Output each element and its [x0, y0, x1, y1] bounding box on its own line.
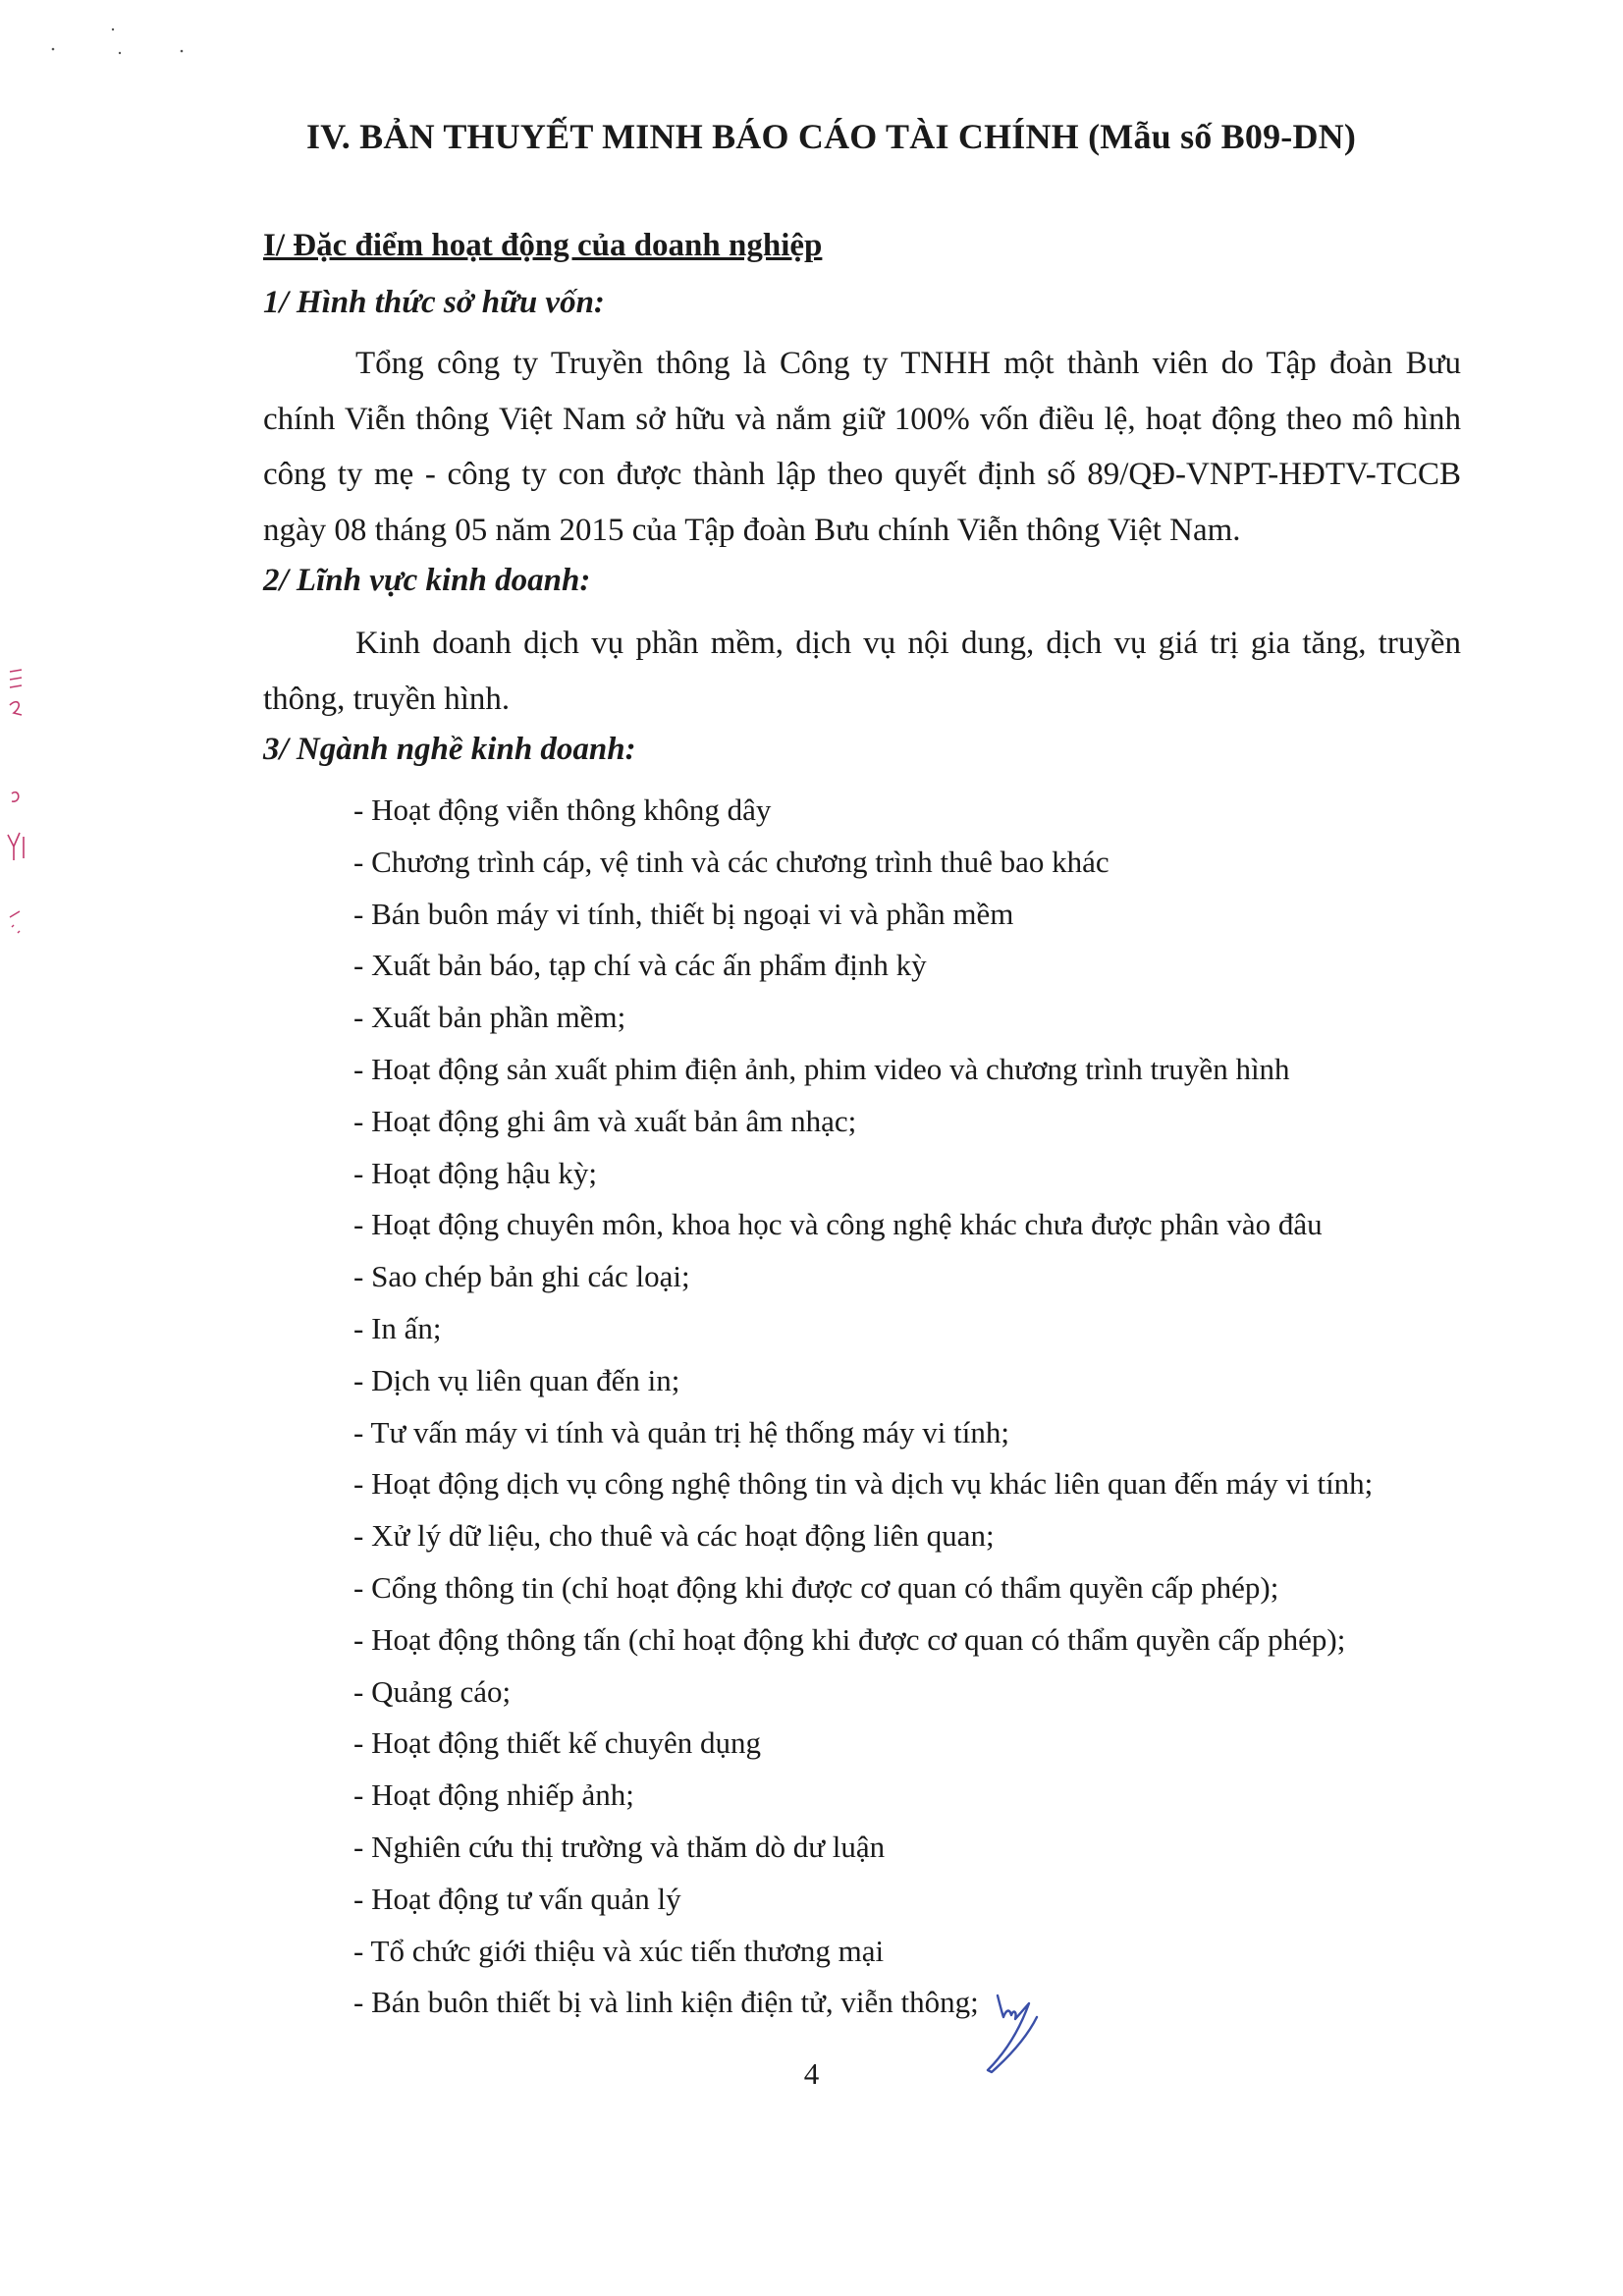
- document-title: IV. BẢN THUYẾT MINH BÁO CÁO TÀI CHÍNH (Mẫu số B09-DN): [306, 117, 1357, 156]
- list-item: - Xuất bản báo, tạp chí và các ấn phẩm định kỳ: [353, 948, 927, 983]
- list-item: - Hoạt động hậu kỳ;: [353, 1155, 597, 1190]
- list-item: - Hoạt động tư vấn quản lý: [353, 1881, 681, 1916]
- page-number: 4: [803, 2056, 820, 2091]
- list-item: - Xuất bản phần mềm;: [353, 1000, 626, 1035]
- subsection-heading-business-lines: 3/ Ngành nghề kinh doanh:: [263, 732, 636, 767]
- list-item: - Hoạt động dịch vụ công nghệ thông tin và dịch vụ khác liên quan đến máy vi tính;: [353, 1466, 1374, 1502]
- subsection-text-ownership: Tổng công ty Truyền thông là Công ty TNHH một thành viên do Tập đoàn Bưu chính Viễn thông Việt Nam sở hữu và nắm giữ 100% vốn điều lệ, hoạt động theo mô hình công ty mẹ - công ty con được thành lập theo quyết định số 89/QĐ-VNPT-HĐTV-TCCB ngày 08 tháng 05 năm 2015 của Tập đoàn Bưu chính Viễn thông Việt Nam.: [263, 346, 1461, 548]
- list-item: - Chương trình cáp, vệ tinh và các chương trình thuê bao khác: [353, 844, 1109, 879]
- list-item: - Hoạt động nhiếp ảnh;: [353, 1777, 634, 1813]
- subsection-heading-business-field: 2/ Lĩnh vực kinh doanh:: [263, 563, 591, 598]
- list-item: - Hoạt động sản xuất phim điện ảnh, phim video và chương trình truyền hình: [353, 1051, 1290, 1086]
- list-item: - Sao chép bản ghi các loại;: [353, 1259, 690, 1294]
- list-item: - Quảng cáo;: [353, 1673, 512, 1709]
- list-item: - Bán buôn máy vi tính, thiết bị ngoại vi và phần mềm: [353, 896, 1014, 931]
- list-item: - Tư vấn máy vi tính và quản trị hệ thống máy vi tính;: [353, 1414, 1009, 1449]
- list-item: - Tổ chức giới thiệu và xúc tiến thương mại: [353, 1933, 885, 1968]
- list-item: - In ấn;: [353, 1310, 442, 1345]
- list-item: - Nghiên cứu thị trường và thăm dò dư luận: [353, 1829, 886, 1864]
- list-item: - Bán buôn thiết bị và linh kiện điện tử, viễn thông;: [353, 1985, 979, 2020]
- list-item: - Hoạt động thông tấn (chỉ hoạt động khi được cơ quan có thẩm quyền cấp phép);: [353, 1621, 1346, 1657]
- list-item: - Hoạt động chuyên môn, khoa học và công nghệ khác chưa được phân vào đâu: [353, 1207, 1323, 1242]
- section-heading: I/ Đặc điểm hoạt động của doanh nghiệp: [263, 228, 823, 263]
- list-item: - Hoạt động ghi âm và xuất bản âm nhạc;: [353, 1103, 857, 1138]
- business-lines-list: [353, 785, 1373, 2029]
- subsection-text-business-field: Kinh doanh dịch vụ phần mềm, dịch vụ nội dung, dịch vụ giá trị gia tăng, truyền thông, truyền hình.: [263, 626, 1461, 717]
- list-item: - Hoạt động thiết kế chuyên dụng: [353, 1725, 761, 1761]
- subsection-heading-ownership: 1/ Hình thức sở hữu vốn:: [263, 285, 605, 320]
- list-item: - Cổng thông tin (chỉ hoạt động khi được cơ quan có thẩm quyền cấp phép);: [353, 1569, 1279, 1605]
- list-item: - Xử lý dữ liệu, cho thuê và các hoạt động liên quan;: [353, 1518, 995, 1554]
- list-item: - Hoạt động viễn thông không dây: [353, 793, 772, 827]
- margin-marks-icon: [0, 658, 29, 972]
- list-item: - Dịch vụ liên quan đến in;: [353, 1362, 680, 1397]
- scan-specks-icon: [39, 20, 196, 59]
